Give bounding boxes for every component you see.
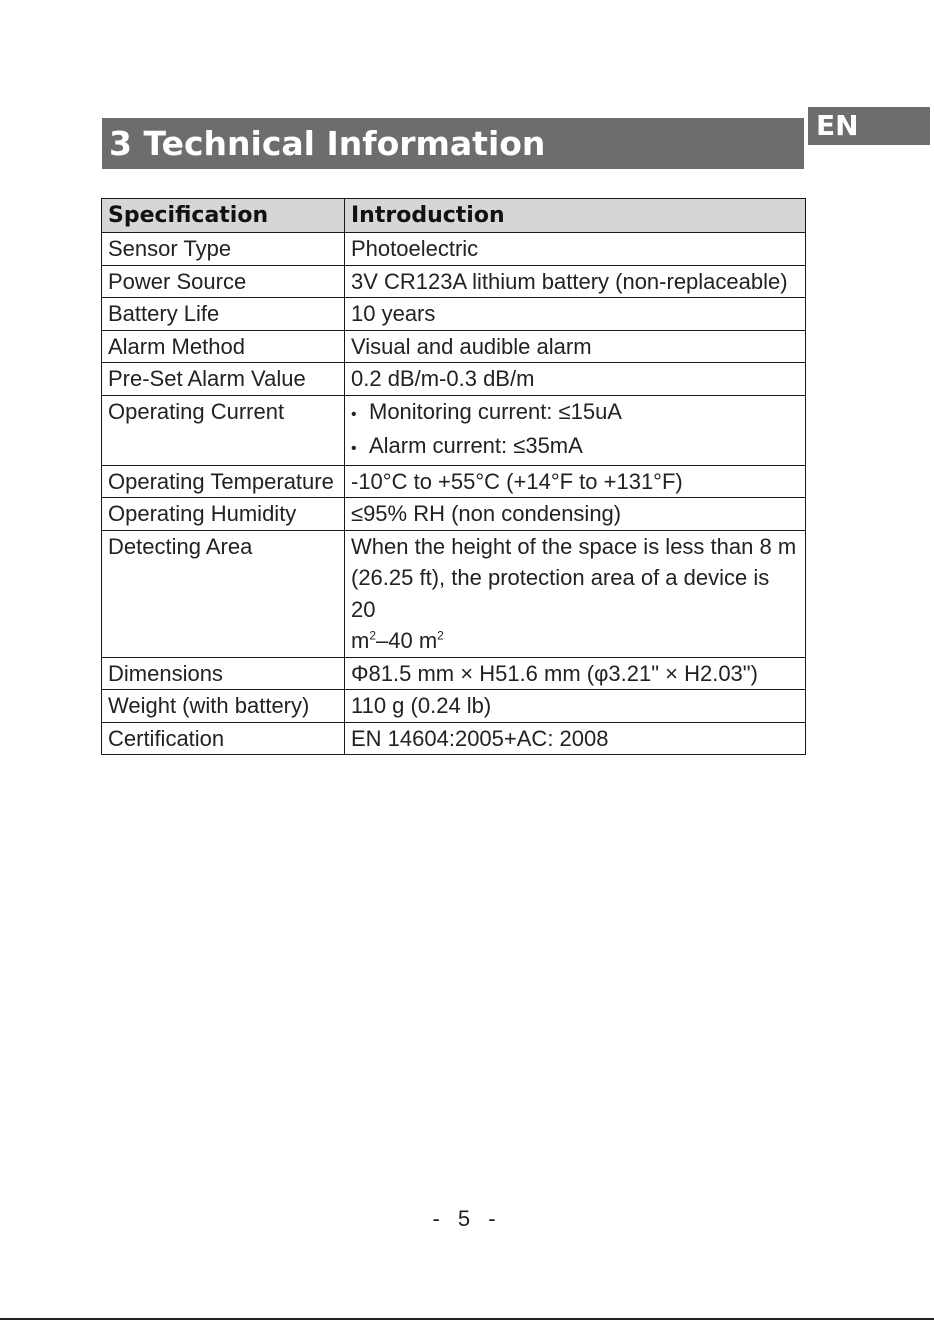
table-row	[102, 330, 806, 363]
spec-value: Φ81.5 mm × H51.6 mm (φ3.21" × H2.03")	[345, 657, 806, 690]
area-unit-a: m	[351, 628, 370, 653]
specification-table	[101, 198, 806, 755]
table-row	[102, 233, 806, 266]
spec-value: Photoelectric	[345, 233, 806, 266]
spec-name: Detecting Area	[102, 530, 345, 657]
section-title: 3 Technical Information	[102, 118, 804, 169]
table-row	[102, 395, 806, 465]
table-row	[102, 265, 806, 298]
bullet-text: Alarm current: ≤35mA	[369, 433, 583, 458]
language-tab: EN	[808, 107, 930, 145]
spec-value: 110 g (0.24 lb)	[345, 690, 806, 723]
spec-value: 0.2 dB/m-0.3 dB/m	[345, 363, 806, 396]
table-header-row	[102, 199, 806, 233]
spec-value: Visual and audible alarm	[345, 330, 806, 363]
bullet-icon: •	[351, 440, 357, 457]
header-introduction: Introduction	[345, 199, 806, 233]
bullet-item	[351, 430, 799, 465]
spec-value: 10 years	[345, 298, 806, 331]
bullet-item	[351, 396, 799, 431]
bullet-icon: •	[351, 405, 357, 423]
spec-name: Alarm Method	[102, 330, 345, 363]
table-row	[102, 498, 806, 531]
bullet-text: Monitoring current: ≤15uA	[369, 398, 622, 424]
area-unit-b: –40 m	[376, 628, 438, 653]
spec-value: EN 14604:2005+AC: 2008	[345, 722, 806, 755]
table-row	[102, 298, 806, 331]
page-number: - 5 -	[432, 1206, 502, 1231]
spec-name: Certification	[102, 722, 345, 755]
table-row	[102, 465, 806, 498]
header-specification: Specification	[102, 199, 345, 233]
spec-name: Battery Life	[102, 298, 345, 331]
area-sup-a: 2	[369, 628, 377, 643]
spec-value-bullets	[345, 395, 806, 465]
spec-name: Operating Humidity	[102, 498, 345, 531]
spec-value-area	[345, 530, 806, 657]
spec-name: Operating Temperature	[102, 465, 345, 498]
table-row	[102, 363, 806, 396]
spec-name: Sensor Type	[102, 233, 345, 266]
spec-value: ≤95% RH (non condensing)	[345, 498, 806, 531]
spec-name: Power Source	[102, 265, 345, 298]
spec-name: Dimensions	[102, 657, 345, 690]
area-sup-b: 2	[437, 628, 444, 643]
spec-name: Pre-Set Alarm Value	[102, 363, 345, 396]
spec-name: Weight (with battery)	[102, 690, 345, 723]
spec-value: 3V CR123A lithium battery (non-replaceable)	[345, 265, 806, 298]
table-row	[102, 530, 806, 657]
spec-value: -10°C to +55°C (+14°F to +131°F)	[345, 465, 806, 498]
area-text: When the height of the space is less than 8 m (26.25 ft), the protection area of a device is 20	[351, 533, 797, 622]
table-row	[102, 690, 806, 723]
table-row	[102, 657, 806, 690]
spec-name: Operating Current	[102, 395, 345, 465]
table-row	[102, 722, 806, 755]
